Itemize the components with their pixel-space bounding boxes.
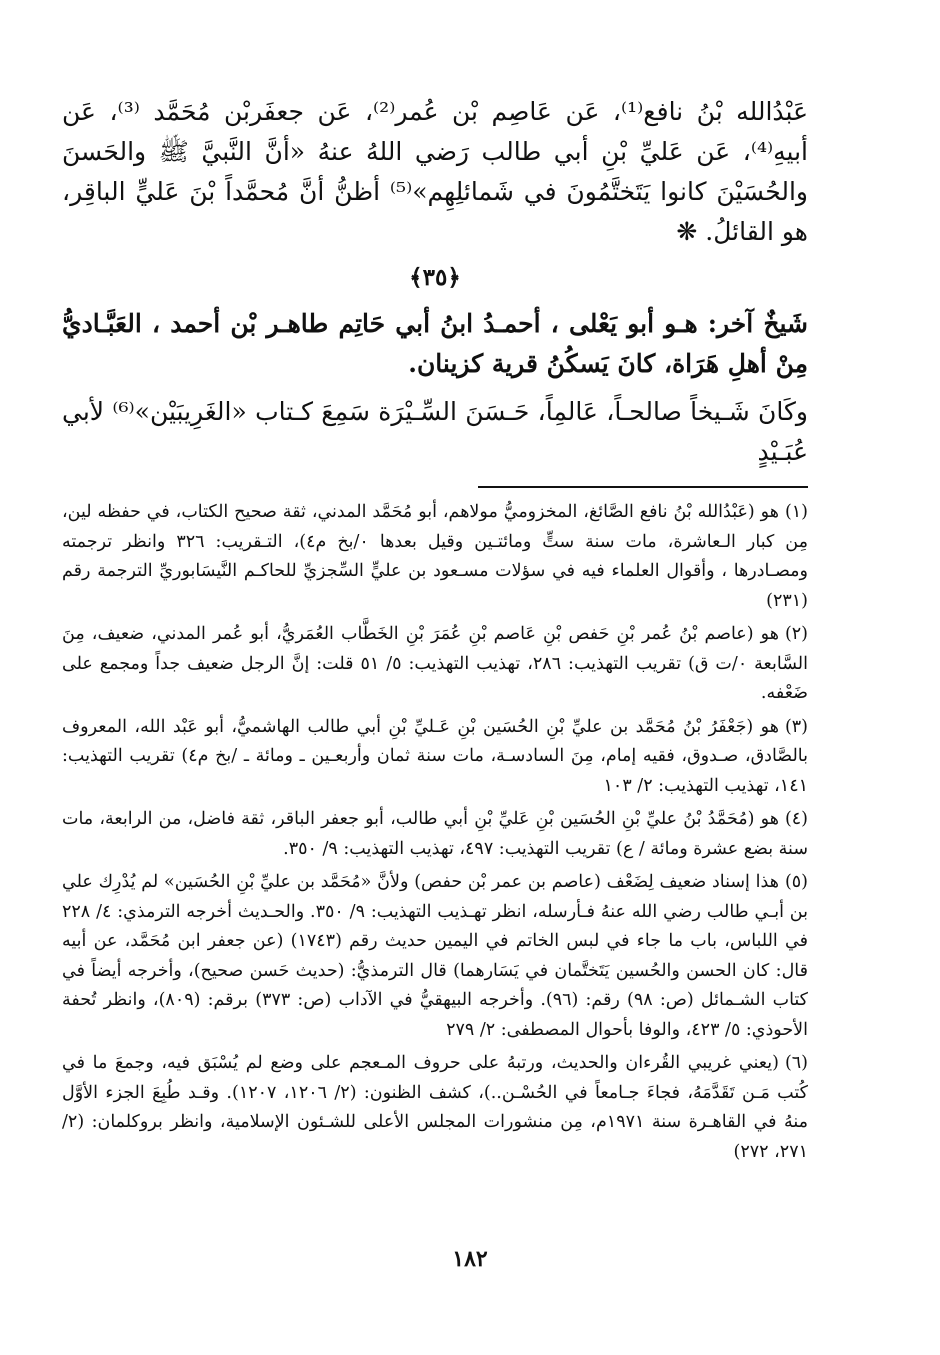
footnote-text: هو (عَبْدُالله بْنُ نافع الصَّائغ، المخزوميُّ مولاهم، أبو مُحَمَّد المدني، ثقة صحيح الكتاب، في حفظه لين، مِن كبار الـعاشرة، مات سنة ستٍّ ومائتـين وقيل بعدها ٠/بخ م٤)، التـقريب: ٣٢٦ وانظر ترجمته ومصـادرها ، وأقوال العلماء فيه في سؤلات مسـعود بن عليٍّ السِّجزيِّ للحاكـم النَّيسَابوريِّ الترجمة رقم (٢٣١)	[62, 502, 809, 611]
page-content	[62, 92, 808, 1171]
footnote-number: (١)	[784, 502, 808, 522]
entry-heading: شَيخٌ آخر: هـو أبو يَعْلى ، أحمـدُ ابنُ أبي حَاتِم طاهـر بْن أحمد ، العَبَّـاديُّ مِنْ أهلِ هَرَاة، كانَ يَسكُنُ قرية كزينان.	[62, 309, 808, 378]
footnote-text: (يعني غريبي القُرءان والحديث، ورتبهُ على حروف المـعجم على وضع لم يُسْبَق فيه، وجمعَ ما في كُتب مَـن تَقَدَّمَهُ، فجاءَ جـامعاً في الحُسْـن..)، كشف الظنون: (٢/ ١٢٠٦، ١٢٠٧). وقـد طُبِعَ الجزء الأوَّل منهُ في القاهـرة سنة ١٩٧١م، مِن منشورات المجلس الأعلى للشـئون الإسلامية، وانظر بروكلمان: (٢/ ٢٧١، ٢٧٢)	[62, 1053, 808, 1162]
footnote-separator	[478, 486, 808, 488]
footnote-number: (٣)	[784, 716, 808, 737]
entry-body: وكَانَ شَـيخاً صالحـاً، عَالمِاً، حَـسَنَ السِّـيْرَة سَمِعَ كـتاب «الغَرِيبَيْن»⁽⁶⁾ لأبي عُبَـيْدٍ	[62, 397, 808, 466]
footnote-text: هو (عاصم بْنُ عُمر بْنِ حَفص بْنِ عَاصم بْنِ عُمَرَ بْنِ الخَطَّاب العُمَريُّ، أبو عُمر المدني، ضعيف، مِنَ السَّابعة ٠/ت ق) تقريب التهذيب: ٢٨٦، تهذيب التهذيب: ٥/ ٥١ قلت: إنَّ الرجل ضعيف جداً ومجمع على ضَعْفه.	[62, 624, 809, 703]
page-number: ١٨٢	[452, 1246, 488, 1272]
footnote	[62, 620, 808, 709]
footnote-text: هو (مُحَمَّدُ بْنُ عليِّ بْنِ الحُسَين بْنِ عَليِّ بْنِ أبي طالب، أبو جعفر الباقر، ثقة فاضل، من الرابعة، مات سنة بضع عشرة ومائة / ع) تقريب التهذيب: ٤٩٧، تهذيب التهذيب: ٩/ ٣٥٠.	[62, 809, 808, 859]
footnotes	[62, 498, 808, 1167]
section-number: ﴿٣٥﴾	[409, 264, 461, 291]
main-text	[62, 92, 808, 252]
footnote-number: (٤)	[784, 809, 808, 829]
footnote	[62, 868, 808, 1045]
footnote-number: (٥)	[784, 872, 808, 892]
footnote-number: (٢)	[784, 624, 808, 644]
main-paragraph: عَبْدُالله بْنُ نافع⁽¹⁾، عَن عَاصِم بْن عُمر⁽²⁾، عَن جعفَربْن مُحَمَّد ⁽³⁾، عَن أبيهِ⁽⁴⁾، عَن عَليِّ بْنِ أبي طالب رَضي اللهُ عنهُ «أنَّ النَّبيَّ ﷺ والحَسنَ والحُسَيْنَ كانوا يَتَختَّمُونَ في شَمائلِهِم»⁽⁵⁾ أظنُّ أنَّ مُحمَّداً بْنَ عَليٍّ الباقِر، هو القائلُ. ❋	[62, 97, 809, 246]
footnote-text: هذا إسناد ضعيف لِضَعْف (عاصم بن عمر بْن حفص) ولأنَّ «مُحَمَّد بن عليِّ بْنِ الحُسَين» لم يُدْرِك علي بن أبـي طالب رضي الله عنهُ فـأرسله، انظر تهـذيب التهذيب: ٩/ ٣٥٠. والحـديث أخرجه الترمذي: ٤/ ٢٢٨ في اللباس، باب ما جاء في لبس الخاتم في اليمين حديث رقم (١٧٤٣) (عن جعفر ابن مُحَمَّد، عن أبيه قال: كان الحسن والحُسين يَتَختَّمان في يَسَارهما) قال الترمذيُّ: (حديث حَسن صحيح)، وأخرجه أيضاً في كتاب الشـمائل (ص: ٩٨) رقم: (٩٦). وأخرجه البيهقيُّ في الآداب (ص: ٣٧٣) برقم: (٨٠٩)، وانظر تُحفة الأحوذي: ٥/ ٤٢٣، والوفا بأحوال المصطفى: ٢/ ٢٧٩	[62, 872, 809, 1040]
footnote-number: (٦)	[784, 1053, 808, 1073]
footnote	[62, 1049, 808, 1167]
footnote	[62, 498, 808, 616]
footnote	[62, 805, 808, 864]
footnote	[62, 713, 808, 802]
footnote-text: هو (جَعْفَرُ بْنُ مُحَمَّد بن عليِّ بْنِ الحُسَين بْنِ عَـليِّ بْنِ أبي طالب الهاشميُّ، أبو عَبْد الله، المعروف بالصَّادق، صـدوق، فقيه إمام، مِنَ السادسـة، مات سنة ثمان وأربعـين ـ ومائة ـ /بخ م٤) تقريب التهذيب: ١٤١، تهذيب التهذيب: ٢/ ١٠٣	[62, 716, 808, 796]
